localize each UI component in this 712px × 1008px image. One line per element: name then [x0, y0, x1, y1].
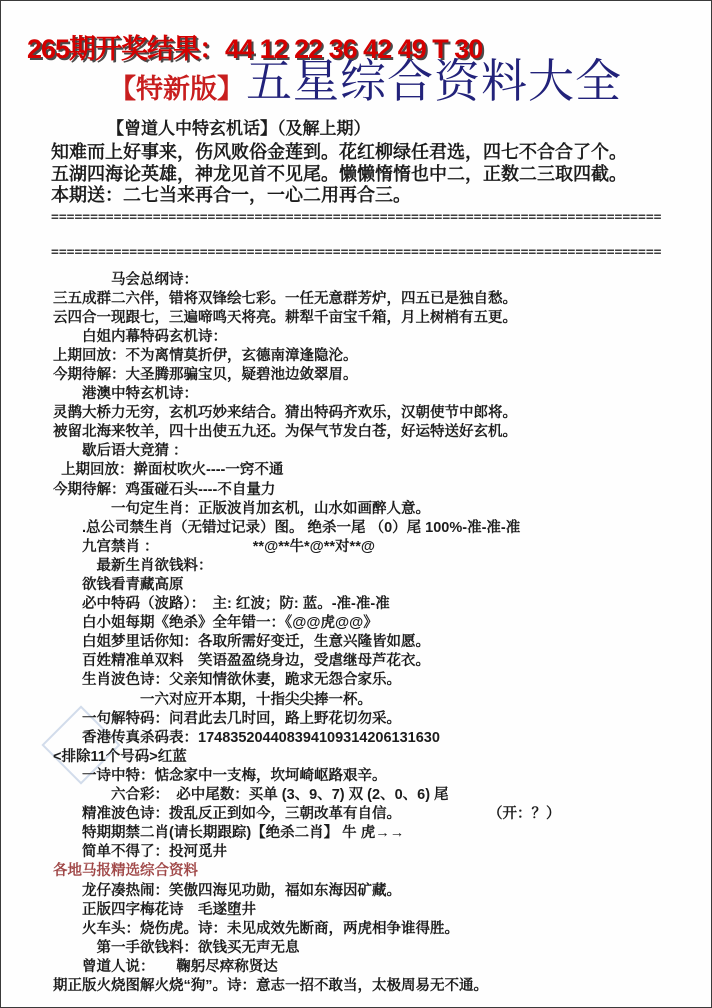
text-line [53, 519, 691, 538]
text-line [53, 691, 691, 710]
text-line [53, 939, 691, 958]
text-line [53, 442, 691, 461]
text-line [53, 824, 691, 843]
content-lines [1, 271, 711, 997]
text-line [53, 366, 691, 385]
text-line [53, 347, 691, 366]
text-line [53, 710, 691, 729]
text-line [53, 557, 691, 576]
text-line-content: 九宫禁肖 ： **@**牛*@**对**@ [53, 538, 375, 555]
text-line [53, 901, 691, 920]
text-line-content: 各地马报精选综合资料 [53, 863, 198, 880]
text-line-content: 精准波色诗：拨乱反正到如今，三朝改革有自信。 （开：？） [53, 806, 561, 823]
text-line [53, 385, 691, 404]
text-line [53, 290, 691, 309]
text-line-content: 上期回放：不为离情莫折伊，玄德南漳逢隐沦。 [53, 347, 358, 364]
text-line-content: 香港传真杀码表：174835204408394109314206131630 [53, 729, 440, 746]
text-line-content: .总公司禁生肖（无错过记录）图。 绝杀一尾 （0）尾 100%-准-准-准 [53, 519, 521, 536]
text-line-content: 马会总纲诗： [53, 271, 198, 288]
text-line [53, 882, 691, 901]
text-line [53, 404, 691, 423]
text-line-content: 被留北海来牧羊，四十出使五九还。为保气节发白苍，好运特送好玄机。 [53, 424, 517, 441]
text-line-content: 白姐内幕特码玄机诗： [53, 328, 227, 345]
text-line [53, 461, 691, 480]
text-line-content: 第一手欲钱料：欲钱买无声无息 [53, 939, 300, 956]
zengdaoren-heading: 【曾道人中特玄机话】（及解上期） [107, 119, 371, 138]
text-line [53, 633, 691, 652]
text-line-content: 白小姐每期《绝杀》全年错一：《@@虎@@》 [53, 615, 378, 632]
text-line-content: 百姓精准单双料 笑语盈盈绕身边，受虐继母芦花衣。 [53, 653, 430, 670]
text-line [53, 786, 691, 805]
text-line-content: 一句定生肖：正版波肖加玄机，山水如画醉人意。 [53, 500, 430, 517]
text-line-content: 灵鹊大桥力无穷，玄机巧妙来结合。猜出特码齐欢乐，汉朝使节中郎将。 [53, 405, 517, 422]
text-line-content: 云四合一现跟七，三遍啼鸣天将亮。耕犁千亩宝千箱，月上树梢有五更。 [53, 309, 517, 326]
text-line [53, 729, 691, 748]
text-line [53, 862, 691, 881]
text-line [53, 538, 691, 557]
text-line [53, 328, 691, 347]
text-line-content: 一诗中特：惦念家中一支梅，坎坷崎岖路艰辛。 [53, 767, 387, 784]
text-line [53, 652, 691, 671]
text-line [53, 481, 691, 500]
text-line [53, 309, 691, 328]
text-line [53, 671, 691, 690]
text-line-content: 港澳中特玄机诗： [53, 386, 198, 403]
text-line-content: 六合彩： 必中尾数：买单 (3、9、7) 双 (2、0、6) 尾 [53, 787, 449, 804]
text-line-content: 三五成群二六伴，错将双锋绘七彩。一任无意群芳炉，四五已是独自愁。 [53, 290, 517, 307]
divider-line: ============================================================================== [51, 244, 662, 260]
text-line [53, 748, 691, 767]
text-line [53, 595, 691, 614]
text-line-content: 一句解特码：问君此去几时回，路上野花切勿采。 [53, 710, 401, 727]
text-line [53, 423, 691, 442]
text-line [53, 920, 691, 939]
intro-line: 本期送：二七当来再合一，一心二用再合三。 [51, 185, 411, 205]
text-line [53, 271, 691, 290]
intro-line: 五湖四海论英雄，神龙见首不见尾。懒懒惰惰也中二，正数二三取四截。 [51, 163, 627, 184]
text-line-content: 正版四字梅花诗 毛遂堕井 [53, 901, 256, 918]
text-line-content: <排除11个号码>红蓝 [53, 748, 187, 765]
text-line [53, 958, 691, 977]
text-line-content: 特期期禁二肖(请长期跟踪)【绝杀二肖】 牛 虎→→ [53, 825, 405, 842]
text-line-content: 生肖波色诗：父亲知情欲休妻，跪求无怨合家乐。 [53, 672, 401, 689]
text-line-content: 曾道人说： 鞠躬尽瘁称贤达 [53, 958, 278, 975]
text-line [53, 500, 691, 519]
text-line [53, 843, 691, 862]
text-line-content: 欲钱看青藏高原 [53, 577, 184, 593]
edition-tag: 【特新版】 [109, 74, 244, 104]
text-line-content: 今期待解：鸡蛋碰石头----不自量力 [53, 481, 276, 498]
intro-verse [1, 142, 711, 207]
text-line-content: 一六对应开本期，十指尖尖捧一杯。 [53, 691, 372, 708]
text-line-content: 期正版火烧图解火烧“狗”。诗：意志一招不敢当，太极周易无不通。 [53, 977, 488, 994]
text-line-content: 上期回放：擀面杖吹火----一窍不通 [53, 462, 284, 479]
text-line [53, 977, 691, 996]
text-line-content: 歇后语大竞猜 ： [53, 443, 188, 460]
draw-result-banner: 265期开奖结果：44 12 22 36 42 49 T 30 [27, 34, 483, 64]
text-line [53, 576, 691, 595]
text-line-content: 必中特码（波路）： 主: 红波；防: 蓝。-准-准-准 [53, 596, 390, 613]
text-line [53, 614, 691, 633]
text-line [53, 767, 691, 786]
text-line-content: 简单不得了：投河觅井 [53, 844, 227, 861]
text-line-content: 龙仔凑热闹：笑傲四海见功勋，福如东海因矿藏。 [53, 882, 401, 899]
text-line-content: 今期待解：大圣腾那骗宝贝，疑碧池边敛翠眉。 [53, 366, 358, 383]
divider-line: ============================================================================== [51, 209, 662, 225]
intro-line: 知难而上好事来，伤风败俗金莲到。花红柳绿任君选，四七不合合了个。 [51, 142, 627, 162]
text-line-content: 白姐梦里话你知：各取所需好变迁，生意兴隆皆如愿。 [53, 634, 430, 651]
text-line [53, 805, 691, 824]
page-title: 五星综合资料大全 [246, 56, 622, 107]
text-line-content: 最新生肖欲钱料： [53, 557, 213, 574]
text-line-content: 火车头：烧伤虎。诗：未见成效先断商，两虎相争谁得胜。 [53, 920, 459, 937]
